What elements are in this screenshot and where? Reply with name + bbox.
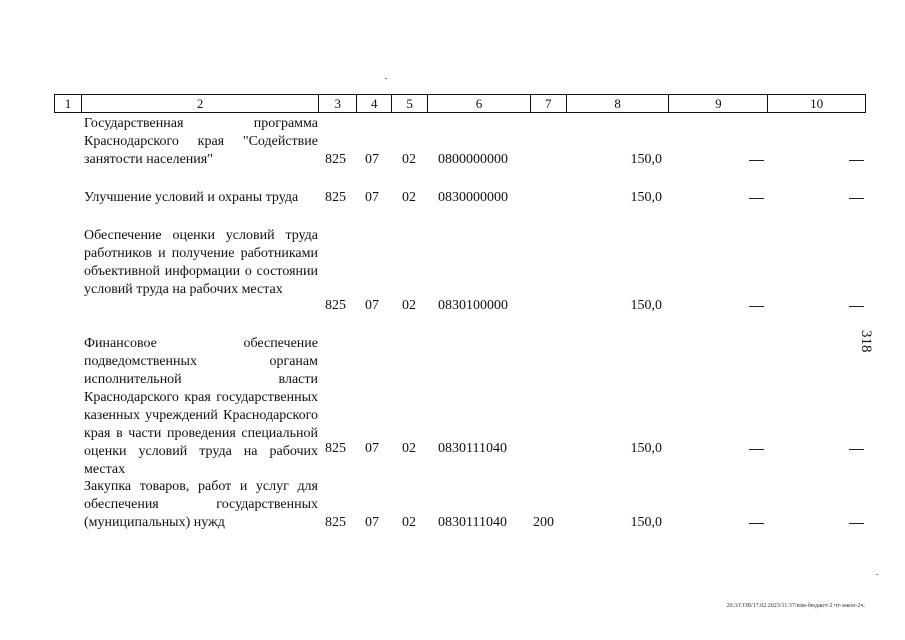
cell-col5: 02 [402,441,416,456]
cell-col6: 0830100000 [438,298,508,313]
cell-col10-dash [849,160,864,161]
row-name: Финансовое обеспечение подведомственных органам исполнительной власти Краснодарского края государственных казенных учреждений Краснодарского края в части проведения специальной оценки условий труда на рабочих местах [84,336,318,477]
cell-col3: 825 [325,441,346,456]
cell-col6: 0800000000 [438,152,508,167]
cell-col6: 0830111040 [438,441,507,456]
cell-col3: 825 [325,190,346,205]
row-name: Улучшение условий и охраны труда [84,190,299,205]
cell-col10-dash [849,198,864,199]
cell-col9-dash [749,523,764,524]
row-name: Обеспечение оценки условий труда работников и получение работниками объективной информации о состоянии условий труда на рабочих местах [84,228,318,297]
cell-col5: 02 [402,152,416,167]
header-cell: 10 [810,96,824,111]
header-cell: 7 [531,95,567,112]
cell-col10-dash [849,523,864,524]
cell-col7: 200 [533,515,554,530]
cell-col9-dash [749,306,764,307]
cell-col9-dash [749,449,764,450]
footer-stamp: 20.3/СОВ/17.02.2023/11:37/изм-бюджет-2 чт-закон-2ч. [726,603,865,609]
cell-col9-dash [749,198,764,199]
header-cell: 2 [82,95,319,112]
cell-col10-dash [849,306,864,307]
cell-col5: 02 [402,190,416,205]
cell-col8: 150,0 [630,190,662,205]
cell-col8: 150,0 [630,298,662,313]
cell-col8: 150,0 [630,152,662,167]
row-name: Государственная программа Краснодарского края "Содействие занятости населения" [84,116,318,167]
scan-speck [876,574,878,575]
cell-col3: 825 [325,152,346,167]
header-cell: 5 [392,95,428,112]
cell-col4: 07 [365,298,379,313]
scan-speck [385,78,387,79]
cell-col9-dash [749,160,764,161]
cell-col4: 07 [365,441,379,456]
cell-col4: 07 [365,515,379,530]
cell-col10-dash [849,449,864,450]
cell-col3: 825 [325,515,346,530]
header-cell: 1 [55,95,82,112]
cell-col5: 02 [402,298,416,313]
cell-col4: 07 [365,190,379,205]
header-cell: 3 [319,95,357,112]
header-cell: 8 [567,95,670,112]
table-header [54,94,866,113]
cell-col8: 150,0 [630,441,662,456]
cell-col8: 150,0 [630,515,662,530]
cell-col3: 825 [325,298,346,313]
row-name: Закупка товаров, работ и услуг для обеспечения государственных (муниципальных) нужд [84,479,318,530]
header-cell: 9 [669,95,768,112]
cell-col6: 0830000000 [438,190,508,205]
header-cell: 4 [357,95,392,112]
cell-col6: 0830111040 [438,515,507,530]
header-cell: 6 [428,95,531,112]
cell-col5: 02 [402,515,416,530]
page-number: 318 [858,330,874,353]
cell-col4: 07 [365,152,379,167]
